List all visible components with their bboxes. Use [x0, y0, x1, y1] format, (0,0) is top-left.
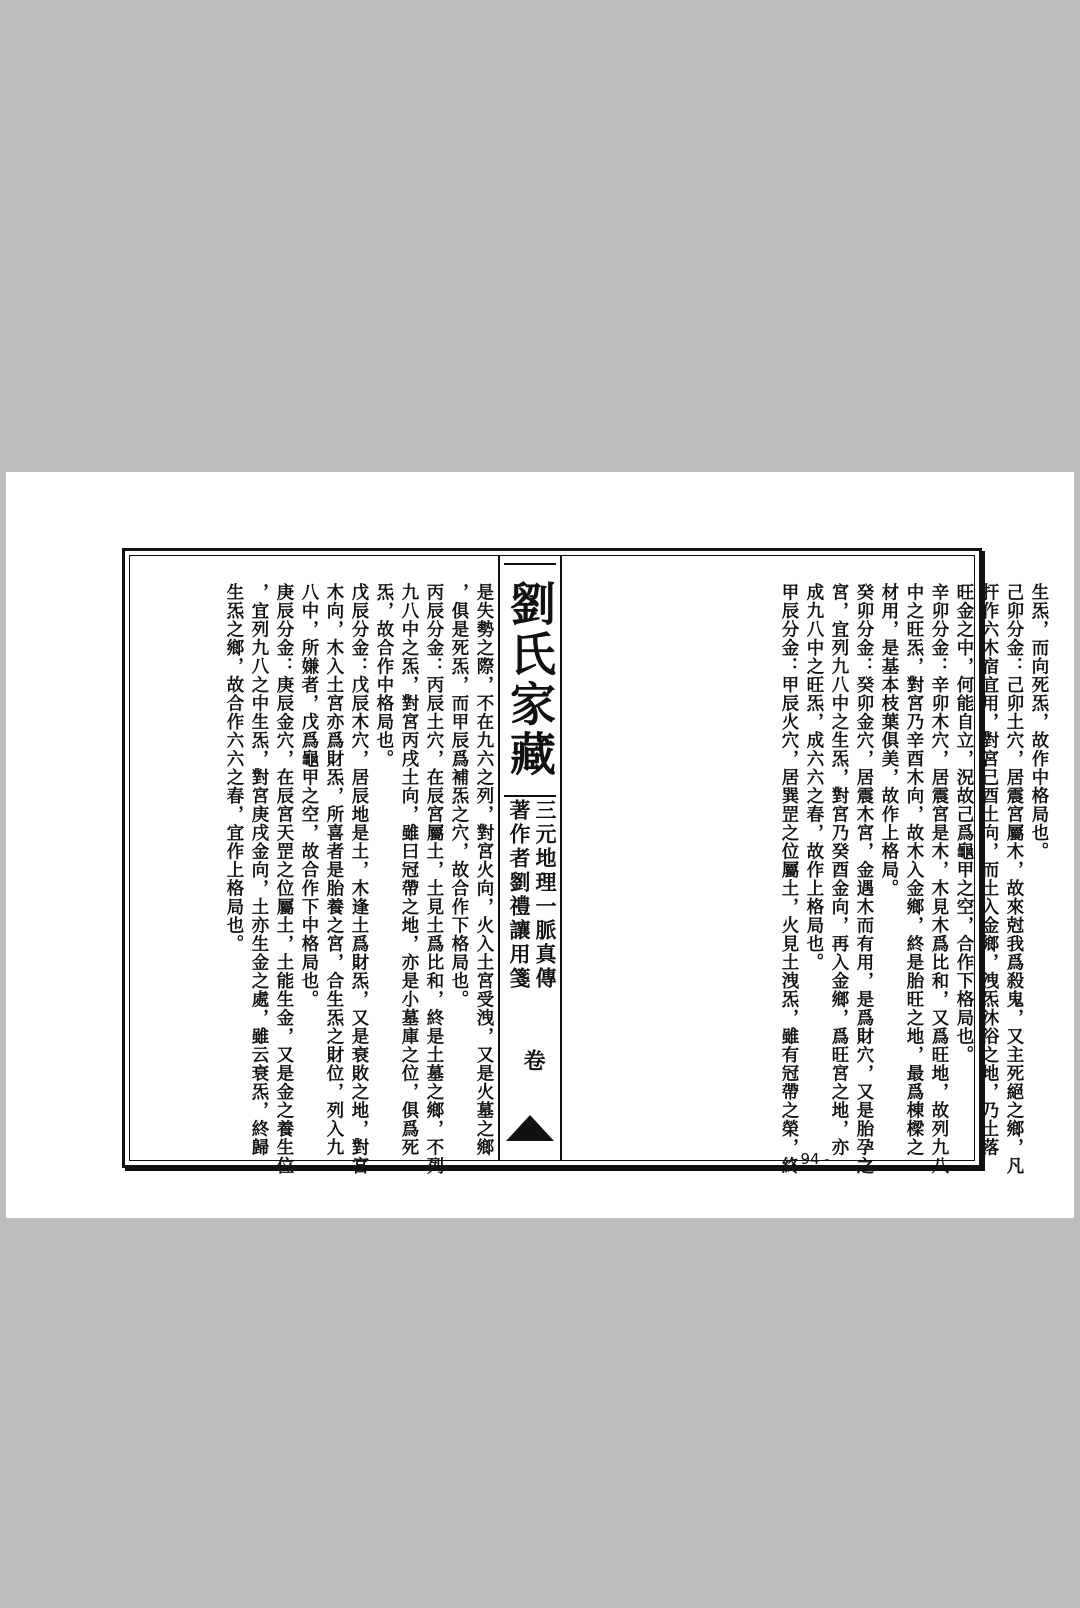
text-column: 宮，宜列九八中之生炁，對宮乃癸酉金向，再入金鄉，爲旺宮之地，亦: [828, 583, 848, 1157]
text-column: 庚辰分金：庚辰金穴，在辰宮天罡之位屬土，土能生金，又是金之養生位: [273, 583, 293, 1175]
center-spine: [498, 555, 562, 1161]
text-column: 辛卯分金：辛卯木穴，居震宮是木，木見木爲比和，又爲旺地，故列九八: [928, 583, 948, 1175]
volume-label: 卷: [520, 1049, 546, 1071]
page-number: - 94 -: [790, 1150, 830, 1168]
text-column: 己卯分金：己卯土穴，居震宮屬木，故來尅我爲殺鬼，又主死絕之鄉，凡: [1003, 583, 1023, 1175]
text-column: 扞作六木宿宜用，對宮己酉土向，而土入金鄉，洩炁沐浴之地，乃土落: [978, 583, 998, 1157]
book-subtitle: 三元地理一脈真傳: [533, 799, 558, 991]
text-column: 戊辰分金：戊辰木穴，居辰地是土，木逢土爲財炁，又是衰敗之地，對宮: [348, 583, 368, 1175]
left-text-block: [195, 583, 495, 1175]
page-frame: [122, 548, 1048, 1175]
text-column: 成九八中之旺炁，成六六之春，故作上格局也。: [803, 583, 823, 972]
text-column: 八中，所嫌者，戊爲龜甲之空，故合作下中格局也。: [298, 583, 318, 1009]
text-column: 旺金之中，何能自立，況故己爲龜甲之空，合作下格局也。: [953, 583, 973, 1064]
text-column: 是失勢之際，不在九六之列，對宮火向，火入土宮受洩，又是火墓之鄉: [473, 583, 493, 1157]
text-column: 生炁，而向死炁，故作中格局也。: [1028, 583, 1048, 861]
spine-ornament-icon: [506, 1115, 554, 1141]
text-column: 癸卯分金：癸卯金穴，居震木宮，金遇木而有用，是爲財穴，又是胎孕之: [853, 583, 873, 1175]
text-column: ，宜列九八之中生炁，對宮庚戌金向，土亦生金之處，雖云衰炁，終歸: [248, 583, 268, 1157]
text-column: ，俱是死炁，而甲辰爲補炁之穴，故合作下格局也。: [448, 583, 468, 1009]
text-column: 九八中之炁，對宮丙戌土向，雖曰冠帶之地，亦是小墓庫之位，俱爲死: [398, 583, 418, 1157]
book-author: 著作者劉禮讓用箋: [507, 799, 532, 991]
text-column: 丙辰分金：丙辰土穴，在辰宮屬土，土見土爲比和，終是土墓之鄉，不列: [423, 583, 443, 1175]
text-column: 甲辰分金：甲辰火穴，居巽罡之位屬土，火見土洩炁，雖有冠帶之榮，終: [778, 583, 798, 1175]
scanned-page: [6, 472, 1074, 1218]
book-title: 劉氏家藏: [504, 563, 556, 797]
text-column: 材用，是基本枝葉俱美，故作上格局。: [878, 583, 898, 898]
text-column: 木向，木入土宮亦爲財炁，所喜者是胎養之宮，合生炁之財位，列入九: [323, 583, 343, 1157]
text-column: 中之旺炁，對宮乃辛酉木向，故木入金鄉，終是胎旺之地，最爲棟樑之: [903, 583, 923, 1157]
text-column: 炁，故合作中格局也。: [373, 583, 393, 768]
text-column: 生炁之鄉，故合作六六之春，宜作上格局也。: [223, 583, 243, 953]
